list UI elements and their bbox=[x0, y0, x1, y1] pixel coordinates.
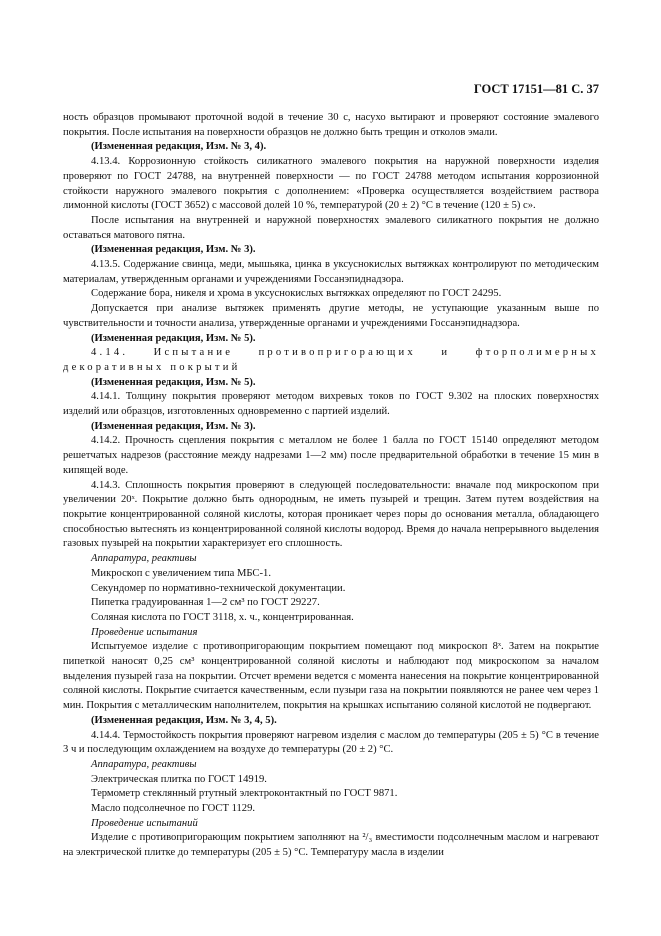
subheading: Проведение испытания bbox=[91, 626, 198, 638]
paragraph: ность образцов промывают проточной водой в течение 30 с, насухо вытирают и проверяют состояние эмалевого покрытия. После испытания на поверхности образцов не должно быть трещин и отколов эмали. bbox=[63, 112, 599, 138]
paragraph: Содержание бора, никеля и хрома в уксуснокислых вытяжках определяют по ГОСТ 24295. bbox=[91, 288, 502, 300]
paragraph: Масло подсолнечное по ГОСТ 1129. bbox=[91, 803, 256, 815]
revision-note: (Измененная редакция, Изм. № 5). bbox=[91, 376, 256, 388]
page-header: ГОСТ 17151—81 С. 37 bbox=[473, 82, 599, 96]
subheading: Аппаратура, реактивы bbox=[91, 553, 197, 565]
paragraph: Электрическая плитка по ГОСТ 14919. bbox=[91, 773, 267, 785]
paragraph: 4.14. Испытание противопригорающих и фторполимерных декоративных покрытий bbox=[63, 347, 599, 373]
subheading: Аппаратура, реактивы bbox=[91, 758, 197, 770]
paragraph: Изделие с противопригорающим покрытием заполняют на ²/₃ вместимости подсолнечным маслом и нагревают на электрической плитке до температуры (205 ± 5) °С. Температуру масла в изделии bbox=[63, 832, 599, 859]
revision-note: (Измененная редакция, Изм. № 3). bbox=[91, 244, 256, 256]
paragraph: 4.14.3. Сплошность покрытия проверяют в следующей последовательности: вначале под микроскопом при увеличении 20ˣ. Покрытие должно быть однородным, не иметь пузырей и трещин. Затем путем воздействия на покрытие концентрированной соляной кислоты, которая проникает через поры до основания металла, обладающего способностью вытеснять из концентрированной соляной кислоты водород. Время до начала непрерывного выделения газовых пузырей на покрытии характеризует его сплошность. bbox=[63, 479, 599, 550]
subheading: Проведение испытаний bbox=[91, 817, 198, 829]
paragraph: Термометр стеклянный ртутный электроконтактный по ГОСТ 9871. bbox=[91, 788, 398, 800]
revision-note: (Измененная редакция, Изм. № 3, 4, 5). bbox=[91, 714, 277, 726]
paragraph: 4.13.4. Коррозионную стойкость силикатного эмалевого покрытия на наружной поверхности изделия проверяют по ГОСТ 24788, на внутренней поверхности — по ГОСТ 24788 методом испытания коррозионной стойкости наружного эмалевого покрытия с дополнением: «Проверка осуществляется воздействием раствора лимонной кислоты (ГОСТ 3652) с массовой долей 10 %, температурой (20 ± 2) °С в течение (120 ± 5) с». bbox=[63, 156, 599, 212]
paragraph: Соляная кислота по ГОСТ 3118, х. ч., концентрированная. bbox=[91, 611, 354, 623]
document-body bbox=[63, 111, 599, 861]
paragraph: Допускается при анализе вытяжек применять другие методы, не уступающие указанным выше по чувствительности и точности анализа, утвержденные органами и учреждениями Госсанэпиднадзора. bbox=[63, 303, 599, 329]
revision-note: (Измененная редакция, Изм. № 3, 4). bbox=[91, 141, 267, 153]
paragraph: Секундомер по нормативно-технической документации. bbox=[91, 582, 346, 594]
revision-note: (Измененная редакция, Изм. № 3). bbox=[91, 420, 256, 432]
paragraph: Пипетка градуированная 1—2 см³ по ГОСТ 29227. bbox=[91, 597, 320, 609]
revision-note: (Измененная редакция, Изм. № 5). bbox=[91, 332, 256, 344]
paragraph: 4.14.2. Прочность сцепления покрытия с металлом не более 1 балла по ГОСТ 15140 определяют методом решетчатых надрезов (расстояние между надрезами 1—2 мм) после предварительной обработки в течение 15 мин в кипящей воде. bbox=[63, 435, 599, 476]
paragraph: После испытания на внутренней и наружной поверхностях эмалевого силикатного покрытия не должно оставаться матового пятна. bbox=[63, 214, 599, 241]
paragraph: 4.14.4. Термостойкость покрытия проверяют нагревом изделия с маслом до температуры (205 ± 5) °С в течение 3 ч и последующим охлаждением на воздухе до температуры (20 ± 2) °С. bbox=[63, 729, 599, 756]
paragraph: Испытуемое изделие с противопригорающим покрытием помещают под микроскоп 8ˣ. Затем на покрытие пипеткой наносят 0,25 см³ концентрированной соляной кислоты и наблюдают под микроскопом за началом выделения пузырей газа на покрытии. Отсчет времени ведется с момента нанесения на покрытие концентрированной соляной кислоты. Покрытие считается качественным, если пузыри газа на покрытии появляются не ранее чем через 1 мин. Покрытия с металлическим наполнителем, покрытия на крышках испытанию соляной кислотой не подвергают. bbox=[63, 641, 599, 712]
paragraph: 4.14.1. Толщину покрытия проверяют методом вихревых токов по ГОСТ 9.302 на плоских поверхностях изделий или образцов, изготовленных одновременно с партией изделий. bbox=[63, 391, 599, 418]
paragraph: 4.13.5. Содержание свинца, меди, мышьяка, цинка в уксуснокислых вытяжках контролируют по методическим материалам, утвержденным органами и учреждениями Госсанэпиднадзора. bbox=[63, 259, 599, 285]
paragraph: Микроскоп с увеличением типа МБС-1. bbox=[91, 567, 271, 579]
